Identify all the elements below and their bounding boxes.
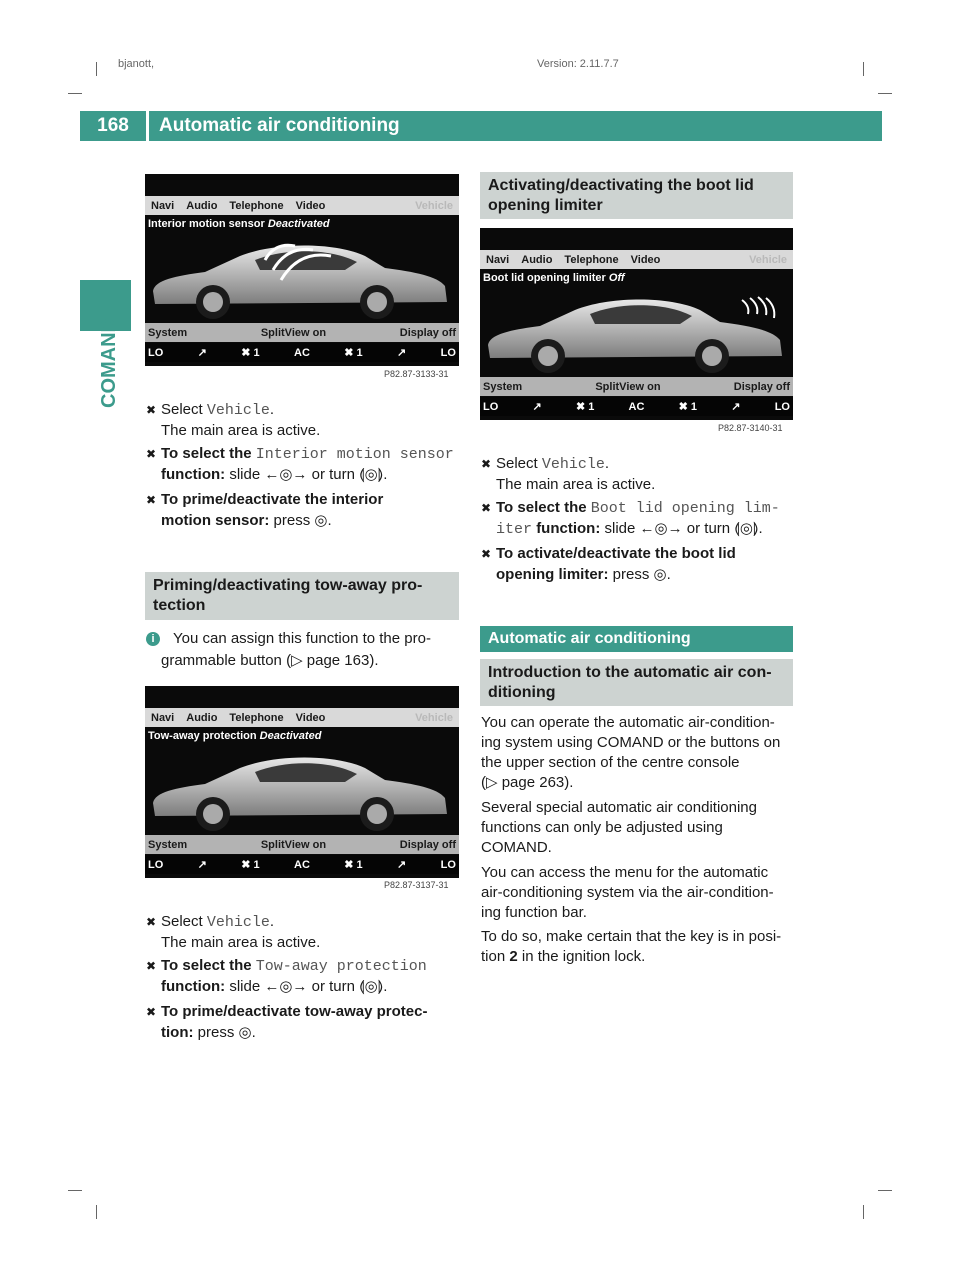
paragraph-operate: You can operate the automatic air-condition- ing system using COMAND or the buttons on the upper section of the centre console (▷ page 263). <box>481 714 781 791</box>
figure-code: P82.87-3133-31 <box>384 369 449 379</box>
step-function-line: iter function: slide ←◎→ or turn ⟬◎⟭. <box>496 520 763 538</box>
step-prime-sensor-line: motion sensor: press ◎. <box>161 512 332 529</box>
crop-mark <box>96 1205 97 1219</box>
step-function-line: function: slide ←◎→ or turn ⟬◎⟭. <box>161 978 388 995</box>
screen-boot-lid-opening-limiter <box>480 228 793 420</box>
screen-nav: Navi Audio Telephone Video Vehicle <box>145 708 459 727</box>
info-line-2: grammable button (▷ page 163). <box>161 652 379 669</box>
info-icon: i <box>146 632 160 646</box>
screen-status: Boot lid opening limiter Off <box>483 272 625 284</box>
step-note: The main area is active. <box>161 422 321 439</box>
car-illustration <box>145 748 459 834</box>
paragraph-key-position: To do so, make certain that the key is in posi- tion 2 in the ignition lock. <box>481 928 782 965</box>
crop-mark <box>863 62 864 76</box>
page-header <box>80 111 882 141</box>
climate-bar: LO ↗ ✖ 1 AC ✖ 1 ↗ LO <box>145 855 459 874</box>
screen-interior-motion-sensor <box>145 174 459 366</box>
screen-nav: Navi Audio Telephone Video Vehicle <box>480 250 793 269</box>
top-note-right: Version: 2.11.7.7 <box>537 58 619 70</box>
step-prime-tow-away-line: tion: press ◎. <box>161 1024 256 1041</box>
screen-tow-away-protection <box>145 686 459 878</box>
subheading-boot-lid: Activating/deactivating the boot lid opening limiter <box>480 172 793 219</box>
car-illustration <box>480 290 793 376</box>
step-note: The main area is active. <box>161 934 321 951</box>
figure-code: P82.87-3137-31 <box>384 880 449 890</box>
page-title: Automatic air conditioning <box>159 115 400 136</box>
car-illustration <box>145 236 459 322</box>
page-number: 168 <box>97 115 129 136</box>
screen-nav: Navi Audio Telephone Video Vehicle <box>145 196 459 215</box>
crop-mark <box>96 62 97 76</box>
screen-status: Interior motion sensor Deactivated <box>148 218 330 230</box>
screen-menu: System SplitView on Display off <box>480 377 793 396</box>
crop-mark <box>863 1205 864 1219</box>
figure-code: P82.87-3140-31 <box>718 423 783 433</box>
screen-status: Tow-away protection Deactivated <box>148 730 322 742</box>
climate-bar: LO ↗ ✖ 1 AC ✖ 1 ↗ LO <box>145 343 459 362</box>
crop-mark <box>68 93 82 94</box>
subheading-tow-away: Priming/deactivating tow-away pro- tection <box>145 572 459 620</box>
screen-menu: System SplitView on Display off <box>145 835 459 854</box>
crop-mark <box>878 1190 892 1191</box>
info-line-1: You can assign this function to the pro- <box>173 630 431 647</box>
header-divider <box>146 111 149 141</box>
step-function-line: function: slide ←◎→ or turn ⟬◎⟭. <box>161 466 388 483</box>
paragraph-special-functions: Several special automatic air conditioning functions can only be adjusted using COMAND. <box>481 799 757 856</box>
step-note: The main area is active. <box>496 476 656 493</box>
top-note-left: bjanott, <box>118 58 155 70</box>
screen-menu: System SplitView on Display off <box>145 323 459 342</box>
crop-mark <box>68 1190 82 1191</box>
climate-bar: LO ↗ ✖ 1 AC ✖ 1 ↗ LO <box>480 397 793 416</box>
step-activate-boot-limiter-line: opening limiter: press ◎. <box>496 566 671 583</box>
side-label: COMAND <box>98 318 120 408</box>
subheading-introduction: Introduction to the automatic air con- ditioning <box>480 659 793 706</box>
section-heading: Automatic air conditioning <box>480 626 793 652</box>
crop-mark <box>878 93 892 94</box>
paragraph-access-menu: You can access the menu for the automatic air-conditioning system via the air-condition- ing function bar. <box>481 864 774 921</box>
